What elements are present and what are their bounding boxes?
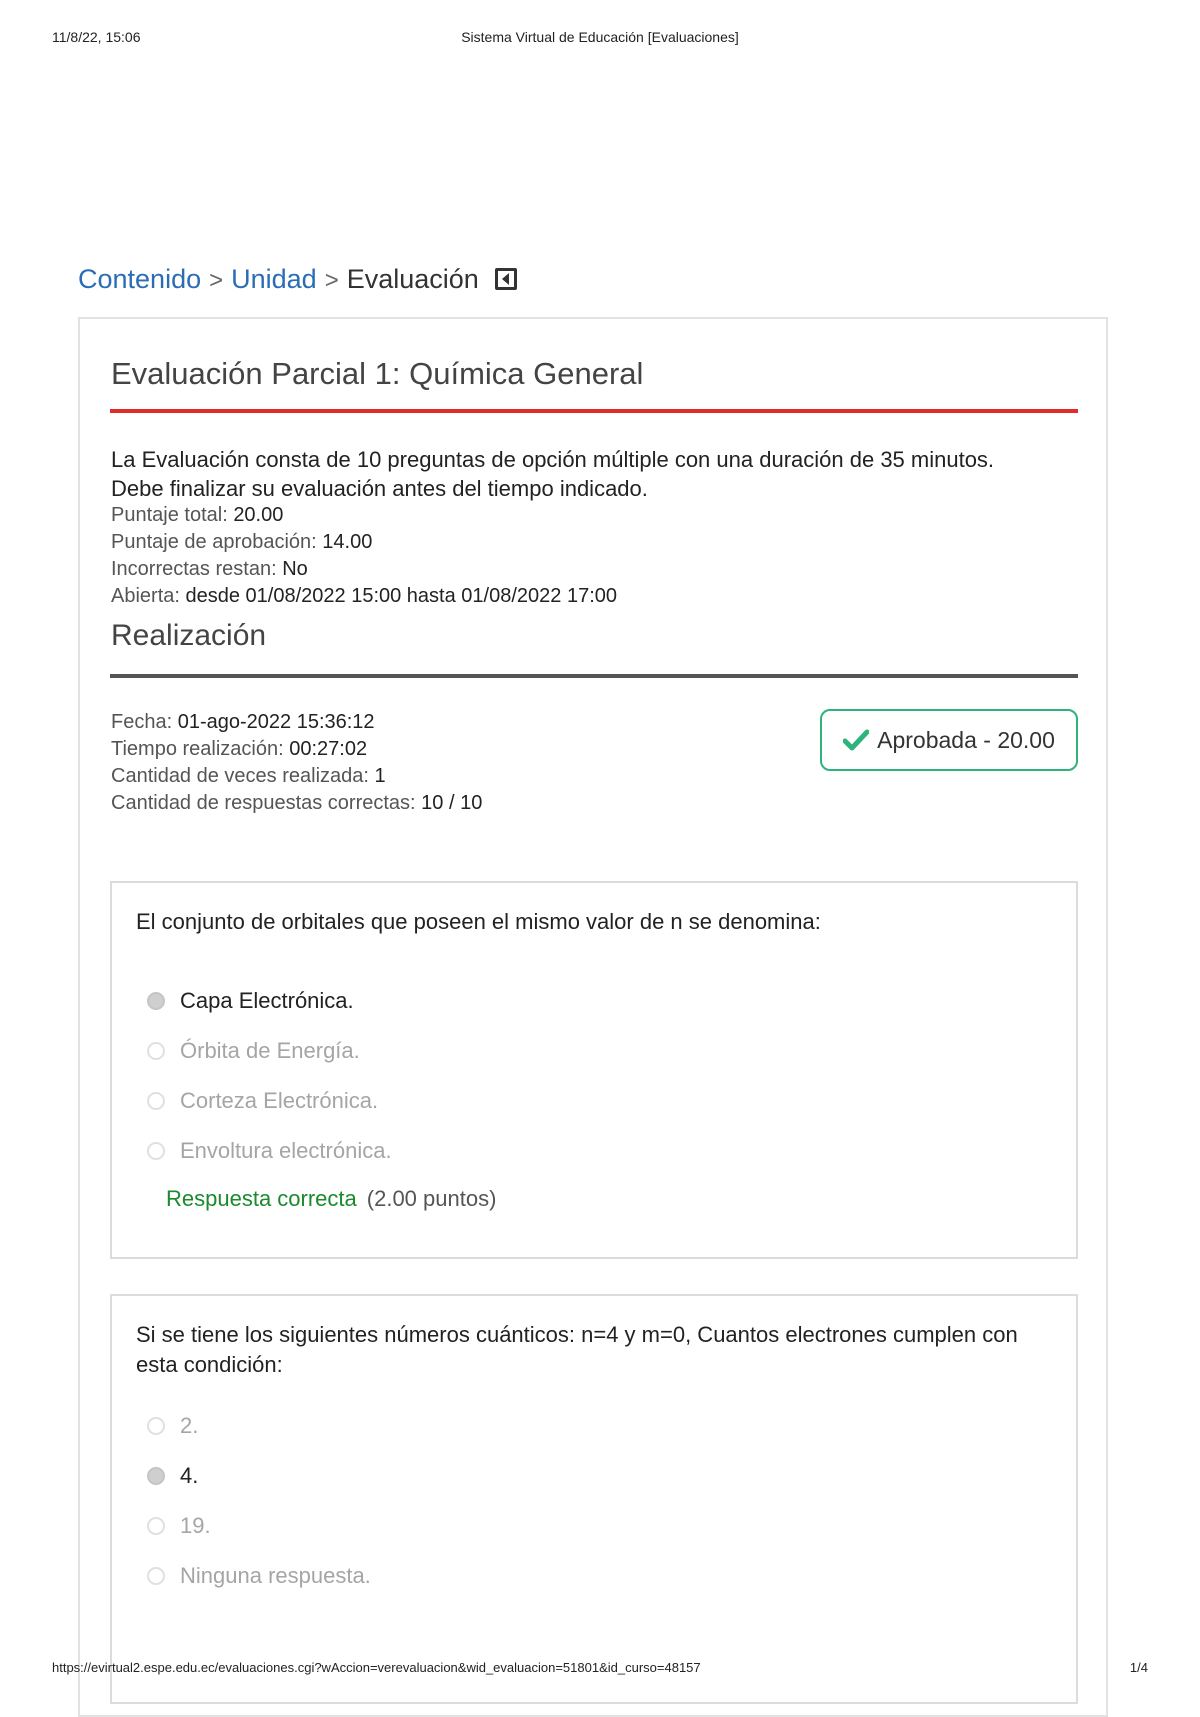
radio-button[interactable]: [147, 1092, 165, 1110]
breadcrumb: [78, 264, 518, 295]
radio-button[interactable]: [147, 1042, 165, 1060]
meta-total-score: Puntaje total: 20.00: [111, 504, 284, 526]
answer-option[interactable]: [147, 1411, 198, 1441]
radio-button[interactable]: [147, 1567, 165, 1585]
print-timestamp: 11/8/22, 15:06: [52, 29, 141, 45]
answer-result: [166, 1186, 496, 1212]
answer-option[interactable]: [147, 1136, 392, 1166]
answer-option[interactable]: [147, 986, 354, 1016]
radio-button[interactable]: [147, 992, 165, 1010]
question-card: [110, 1294, 1078, 1704]
radio-button[interactable]: [147, 1517, 165, 1535]
breadcrumb-separator: >: [209, 267, 224, 294]
question-text: El conjunto de orbitales que poseen el mismo valor de n se denomina:: [136, 909, 821, 934]
evaluation-title: Evaluación Parcial 1: Química General: [111, 356, 644, 391]
radio-button[interactable]: [147, 1467, 165, 1485]
breadcrumb-link-unidad[interactable]: Unidad: [231, 264, 317, 294]
status-badge-text: Aprobada - 20.00: [877, 726, 1055, 753]
result-status: Respuesta correcta: [166, 1186, 357, 1211]
stat-date: Fecha: 01-ago-2022 15:36:12: [111, 711, 375, 733]
question-text: Si se tiene los siguientes números cuánticos: n=4 y m=0, Cuantos electrones cumplen con esta condición:: [136, 1322, 1018, 1377]
answer-option[interactable]: [147, 1086, 378, 1116]
answer-option[interactable]: [147, 1461, 198, 1491]
answer-option-label: 2.: [180, 1413, 199, 1438]
breadcrumb-separator: >: [324, 267, 339, 294]
question-card: [110, 881, 1078, 1259]
status-badge: [820, 709, 1078, 771]
stat-attempts: Cantidad de veces realizada: 1: [111, 765, 386, 787]
result-points: (2.00 puntos): [366, 1186, 497, 1211]
radio-button[interactable]: [147, 1417, 165, 1435]
answer-option-label: 19.: [180, 1513, 211, 1538]
print-page-title: Sistema Virtual de Educación [Evaluaciones]: [461, 29, 739, 45]
print-url: https://evirtual2.espe.edu.ec/evaluaciones.cgi?wAccion=verevaluacion&wid_evaluacion=51801&id_curso=48157: [52, 1660, 701, 1675]
radio-button[interactable]: [147, 1142, 165, 1160]
breadcrumb-link-contenido[interactable]: Contenido: [78, 264, 202, 294]
answer-option-label: Corteza Electrónica.: [180, 1088, 379, 1113]
answer-option-label: Órbita de Energía.: [180, 1038, 360, 1063]
answer-option-label: Ninguna respuesta.: [180, 1563, 371, 1588]
breadcrumb-current: Evaluación: [346, 264, 479, 294]
answer-option[interactable]: [147, 1561, 371, 1591]
attempt-stats: [111, 709, 482, 817]
stat-correct-answers: Cantidad de respuestas correctas: 10 / 10: [111, 792, 483, 814]
answer-option-label: 4.: [180, 1463, 199, 1488]
meta-open-window: Abierta: desde 01/08/2022 15:00 hasta 01/08/2022 17:00: [111, 585, 617, 607]
answer-option[interactable]: [147, 1511, 211, 1541]
check-icon: [843, 728, 869, 752]
page-number: 1/4: [1129, 1660, 1148, 1675]
stat-duration: Tiempo realización: 00:27:02: [111, 738, 368, 760]
meta-incorrect-subtract: Incorrectas restan: No: [111, 558, 308, 580]
answer-option-label: Envoltura electrónica.: [180, 1138, 392, 1163]
answer-option-label: Capa Electrónica.: [180, 988, 354, 1013]
section-title-realizacion: Realización: [111, 619, 267, 652]
answer-option[interactable]: [147, 1036, 360, 1066]
print-footer: [52, 1660, 1148, 1680]
evaluation-description: La Evaluación consta de 10 preguntas de opción múltiple con una duración de 35 minutos. Debe finalizar su evaluación antes del tiempo indicado.: [111, 447, 995, 501]
evaluation-meta: [111, 502, 617, 610]
print-header: [52, 29, 1148, 49]
caret-left-square-icon[interactable]: [494, 267, 518, 291]
section-divider: [110, 674, 1078, 678]
title-divider: [110, 409, 1078, 413]
meta-passing-score: Puntaje de aprobación: 14.00: [111, 531, 373, 553]
